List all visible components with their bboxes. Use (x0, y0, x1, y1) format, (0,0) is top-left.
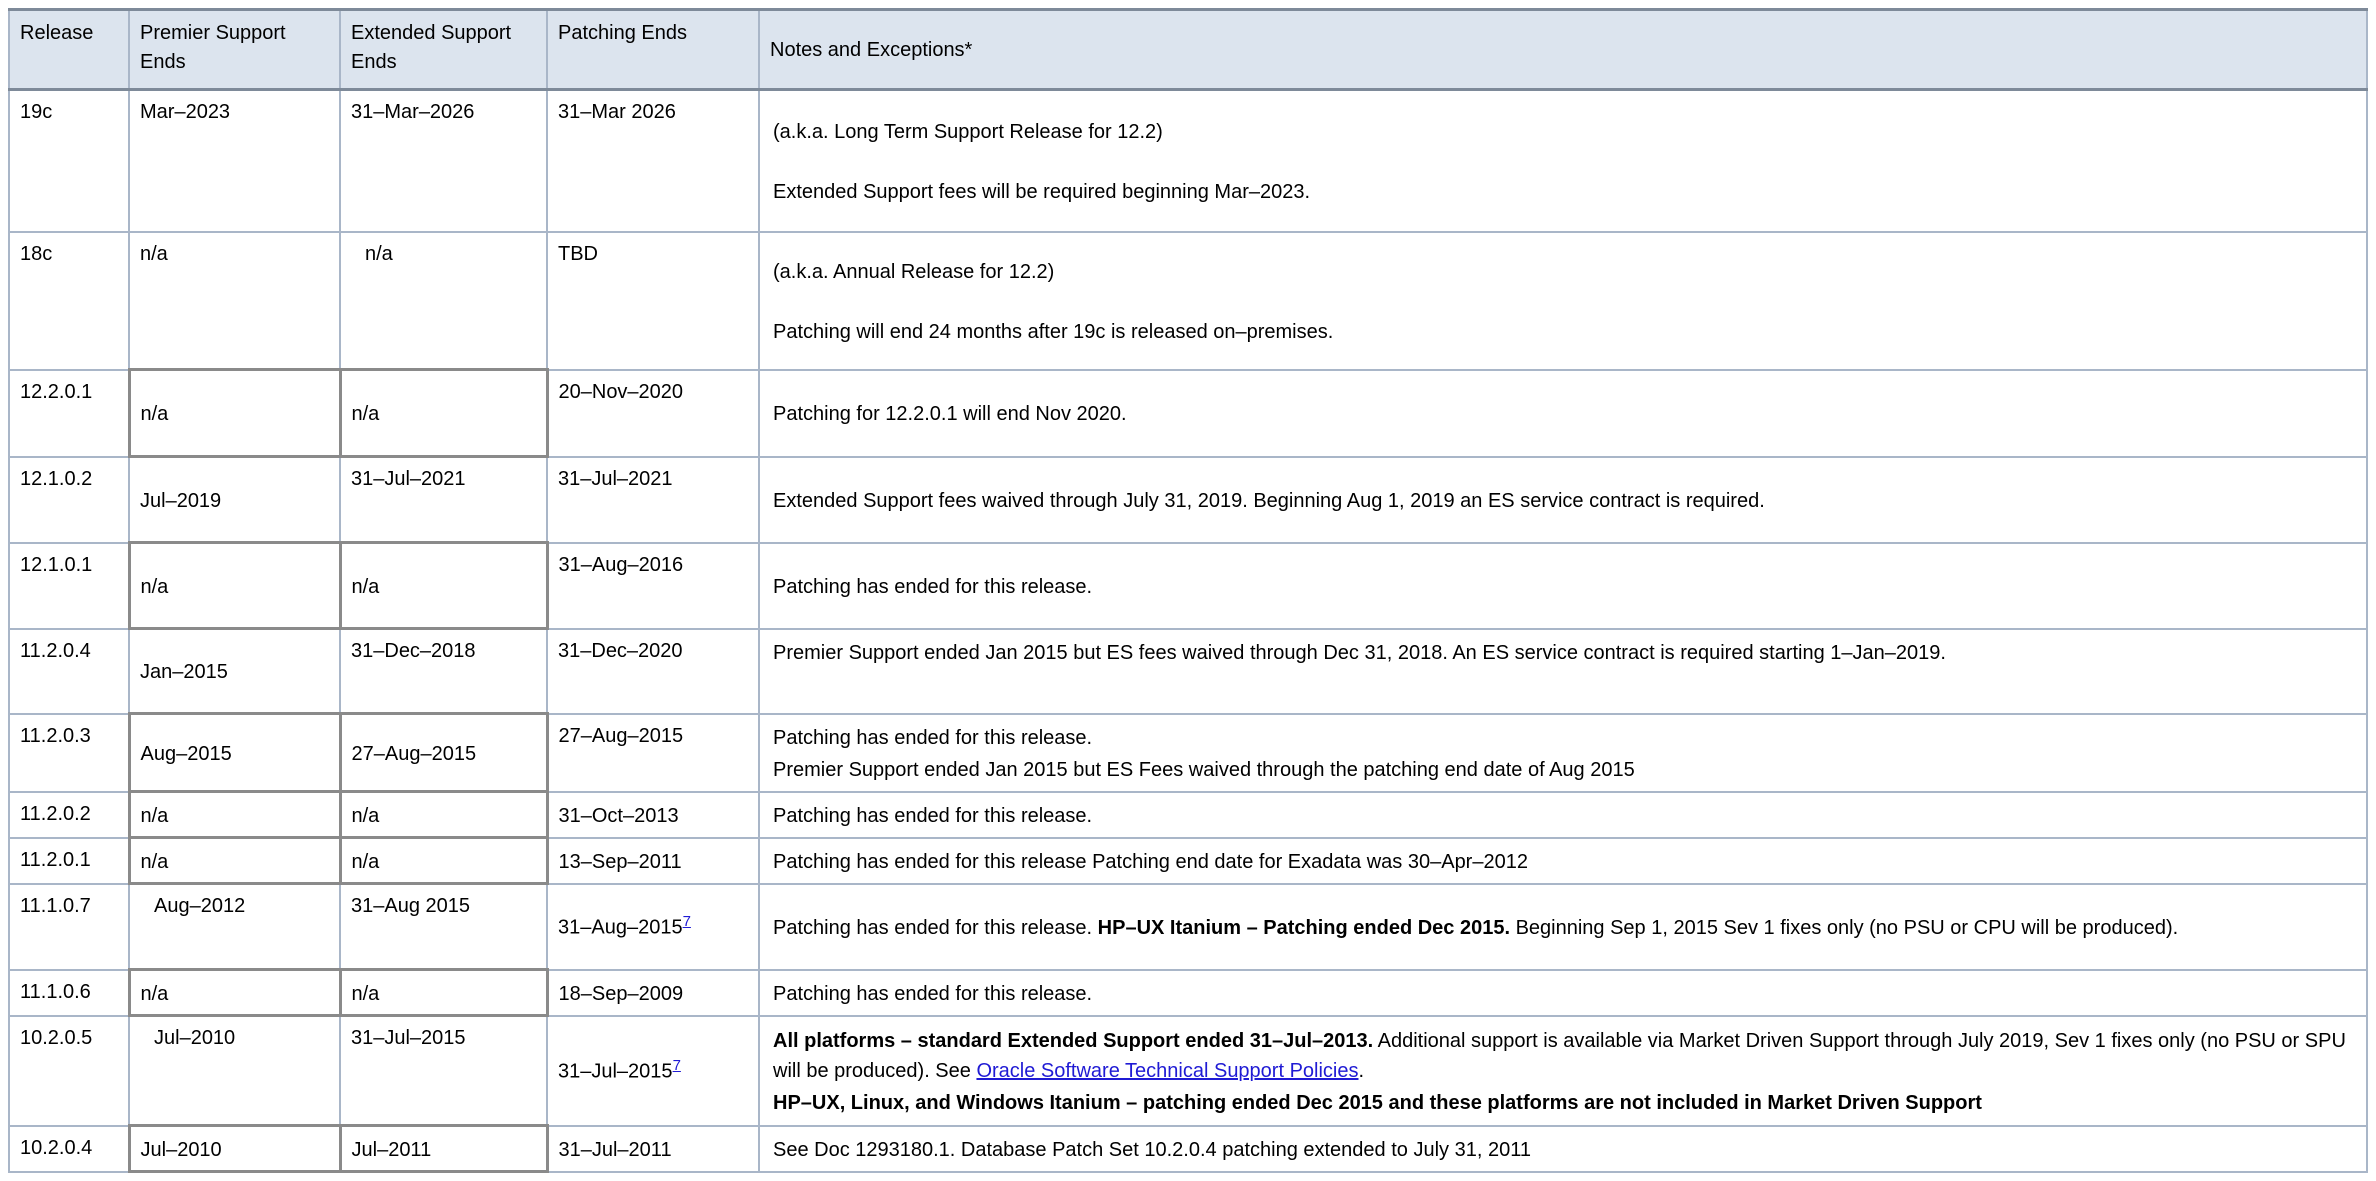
patching-cell: 27–Aug–2015 (547, 714, 759, 792)
table-row (9, 232, 2367, 370)
premier-cell: n/a (129, 543, 340, 629)
release-cell: 12.1.0.2 (9, 457, 129, 543)
table-row (9, 884, 2367, 970)
text-run: 31–Aug–2015 (558, 916, 683, 939)
patching-cell (547, 884, 759, 970)
premier-cell: n/a (129, 232, 340, 370)
extended-cell: 31–Mar–2026 (340, 90, 547, 232)
table-row (9, 629, 2367, 714)
text-run: Patching for 12.2.0.1 will end Nov 2020. (773, 403, 1127, 425)
notes-cell (759, 1016, 2367, 1126)
notes-cell (759, 543, 2367, 629)
text-run: Premier Support ended Jan 2015 but ES Fees waived through the patching end date of Aug 2015 (773, 758, 1635, 781)
text-run: (a.k.a. Annual Release for 12.2) (773, 260, 1055, 283)
notes-cell (759, 884, 2367, 970)
notes-cell (759, 90, 2367, 232)
notes-paragraph (773, 723, 2353, 753)
support-matrix-table (8, 8, 2368, 1173)
premier-cell: Jan–2015 (129, 629, 340, 714)
text-run: Additional support is available via Market Driven Support through July 2019, Sev 1 fixes only (no PSU or SPU will be produced). See (773, 1029, 2346, 1082)
notes-cell (759, 629, 2367, 714)
extended-cell: n/a (340, 543, 547, 629)
table-row (9, 543, 2367, 629)
extended-cell: Jul–2011 (340, 1126, 547, 1172)
premier-cell: n/a (129, 370, 340, 457)
release-cell: 11.2.0.1 (9, 838, 129, 884)
notes-cell (759, 970, 2367, 1016)
footnote-link[interactable]: 7 (672, 1057, 681, 1075)
text-run: Patching has ended for this release Patching end date for Exadata was 30–Apr–2012 (773, 850, 1528, 873)
text-run: See Doc 1293180.1. Database Patch Set 10.2.0.4 patching extended to July 31, 2011 (773, 1138, 1531, 1161)
table-row (9, 1016, 2367, 1126)
notes-paragraph (773, 257, 2353, 287)
table-row (9, 970, 2367, 1016)
release-cell: 11.1.0.6 (9, 970, 129, 1016)
text-run: Patching has ended for this release. (773, 982, 1093, 1005)
col-header-patching: Patching Ends (547, 10, 759, 90)
notes-paragraph (773, 1135, 2353, 1165)
col-header-premier: Premier Support Ends (129, 10, 340, 90)
release-cell: 11.1.0.7 (9, 884, 129, 970)
table-row (9, 457, 2367, 543)
notes-paragraph (773, 177, 2353, 207)
patching-cell: 31–Jul–2011 (547, 1126, 759, 1172)
text-run: Patching has ended for this release. (773, 575, 1093, 598)
table-row (9, 838, 2367, 884)
premier-cell: n/a (129, 970, 340, 1016)
premier-cell: Jul–2019 (129, 457, 340, 543)
col-header-release: Release (9, 10, 129, 90)
extended-cell: 27–Aug–2015 (340, 714, 547, 792)
release-cell: 11.2.0.2 (9, 792, 129, 838)
text-run: HP–UX Itanium – Patching ended Dec 2015. (1097, 916, 1511, 939)
premier-cell: Aug–2015 (129, 714, 340, 792)
patching-cell: 31–Jul–2021 (547, 457, 759, 543)
patching-cell: 31–Mar 2026 (547, 90, 759, 232)
text-run: Patching has ended for this release. (773, 726, 1093, 749)
patching-cell: 18–Sep–2009 (547, 970, 759, 1016)
footnote-link[interactable]: 7 (682, 913, 691, 931)
notes-paragraph (773, 638, 2353, 668)
notes-paragraph (773, 801, 2353, 831)
release-cell: 11.2.0.3 (9, 714, 129, 792)
text-run: 31–Jul–2015 (558, 1060, 673, 1083)
extended-cell: 31–Aug 2015 (340, 884, 547, 970)
patching-cell: 13–Sep–2011 (547, 838, 759, 884)
table-row (9, 370, 2367, 457)
release-cell: 12.2.0.1 (9, 370, 129, 457)
text-run: Beginning Sep 1, 2015 Sev 1 fixes only (no PSU or CPU will be produced). (1510, 916, 2179, 939)
notes-paragraph (773, 399, 2353, 429)
release-cell: 10.2.0.4 (9, 1126, 129, 1172)
patching-cell: 31–Oct–2013 (547, 792, 759, 838)
table-row (9, 1126, 2367, 1172)
premier-cell: n/a (129, 792, 340, 838)
notes-paragraph (773, 913, 2353, 943)
notes-cell (759, 232, 2367, 370)
release-cell: 11.2.0.4 (9, 629, 129, 714)
text-run: Patching has ended for this release. (773, 916, 1098, 939)
table-row (9, 714, 2367, 792)
premier-cell: Aug–2012 (129, 884, 340, 970)
text-run: Premier Support ended Jan 2015 but ES fees waived through Dec 31, 2018. An ES service contract is required starting 1–Jan–2019. (773, 641, 1946, 664)
notes-paragraph (773, 317, 2353, 347)
release-cell: 19c (9, 90, 129, 232)
notes-cell (759, 457, 2367, 543)
text-run: All platforms – standard Extended Support ended 31–Jul–2013. (773, 1029, 1374, 1052)
notes-paragraph (773, 755, 2353, 785)
text-run: . (1358, 1059, 1365, 1082)
extended-cell: n/a (340, 792, 547, 838)
extended-cell: n/a (340, 970, 547, 1016)
notes-paragraph (773, 1026, 2353, 1086)
premier-cell: n/a (129, 838, 340, 884)
extended-cell: 31–Jul–2021 (340, 457, 547, 543)
text-run: Patching has ended for this release. (773, 804, 1093, 827)
table-row (9, 792, 2367, 838)
table-row (9, 90, 2367, 232)
notes-paragraph (773, 486, 2353, 516)
notes-cell (759, 838, 2367, 884)
patching-cell: TBD (547, 232, 759, 370)
notes-paragraph (773, 847, 2353, 877)
release-cell: 18c (9, 232, 129, 370)
support-policies-link[interactable]: Oracle Software Technical Support Policies (976, 1059, 1359, 1082)
premier-cell: Jul–2010 (129, 1126, 340, 1172)
patching-cell: 20–Nov–2020 (547, 370, 759, 457)
text-run: Patching will end 24 months after 19c is released on–premises. (773, 320, 1334, 343)
extended-cell: 31–Jul–2015 (340, 1016, 547, 1126)
text-run: Extended Support fees will be required beginning Mar–2023. (773, 180, 1311, 203)
extended-cell: n/a (340, 232, 547, 370)
extended-cell: n/a (340, 370, 547, 457)
col-header-notes: Notes and Exceptions* (759, 10, 2367, 90)
col-header-extended: Extended Support Ends (340, 10, 547, 90)
text-run: Extended Support fees waived through July 31, 2019. Beginning Aug 1, 2019 an ES service contract is required. (773, 489, 1765, 512)
release-cell: 10.2.0.5 (9, 1016, 129, 1126)
notes-paragraph (773, 572, 2353, 602)
premier-cell: Mar–2023 (129, 90, 340, 232)
notes-cell (759, 792, 2367, 838)
notes-cell (759, 1126, 2367, 1172)
notes-paragraph (773, 1088, 2353, 1118)
premier-cell: Jul–2010 (129, 1016, 340, 1126)
extended-cell: 31–Dec–2018 (340, 629, 547, 714)
patching-cell: 31–Dec–2020 (547, 629, 759, 714)
table-header-row (9, 10, 2367, 90)
patching-cell: 31–Aug–2016 (547, 543, 759, 629)
notes-cell (759, 370, 2367, 457)
notes-cell (759, 714, 2367, 792)
release-cell: 12.1.0.1 (9, 543, 129, 629)
notes-paragraph (773, 117, 2353, 147)
text-run: HP–UX, Linux, and Windows Itanium – patching ended Dec 2015 and these platforms are not included in Market Driven Support (773, 1091, 1982, 1114)
notes-paragraph (773, 979, 2353, 1009)
text-run: (a.k.a. Long Term Support Release for 12.2) (773, 120, 1163, 143)
patching-cell (547, 1016, 759, 1126)
extended-cell: n/a (340, 838, 547, 884)
